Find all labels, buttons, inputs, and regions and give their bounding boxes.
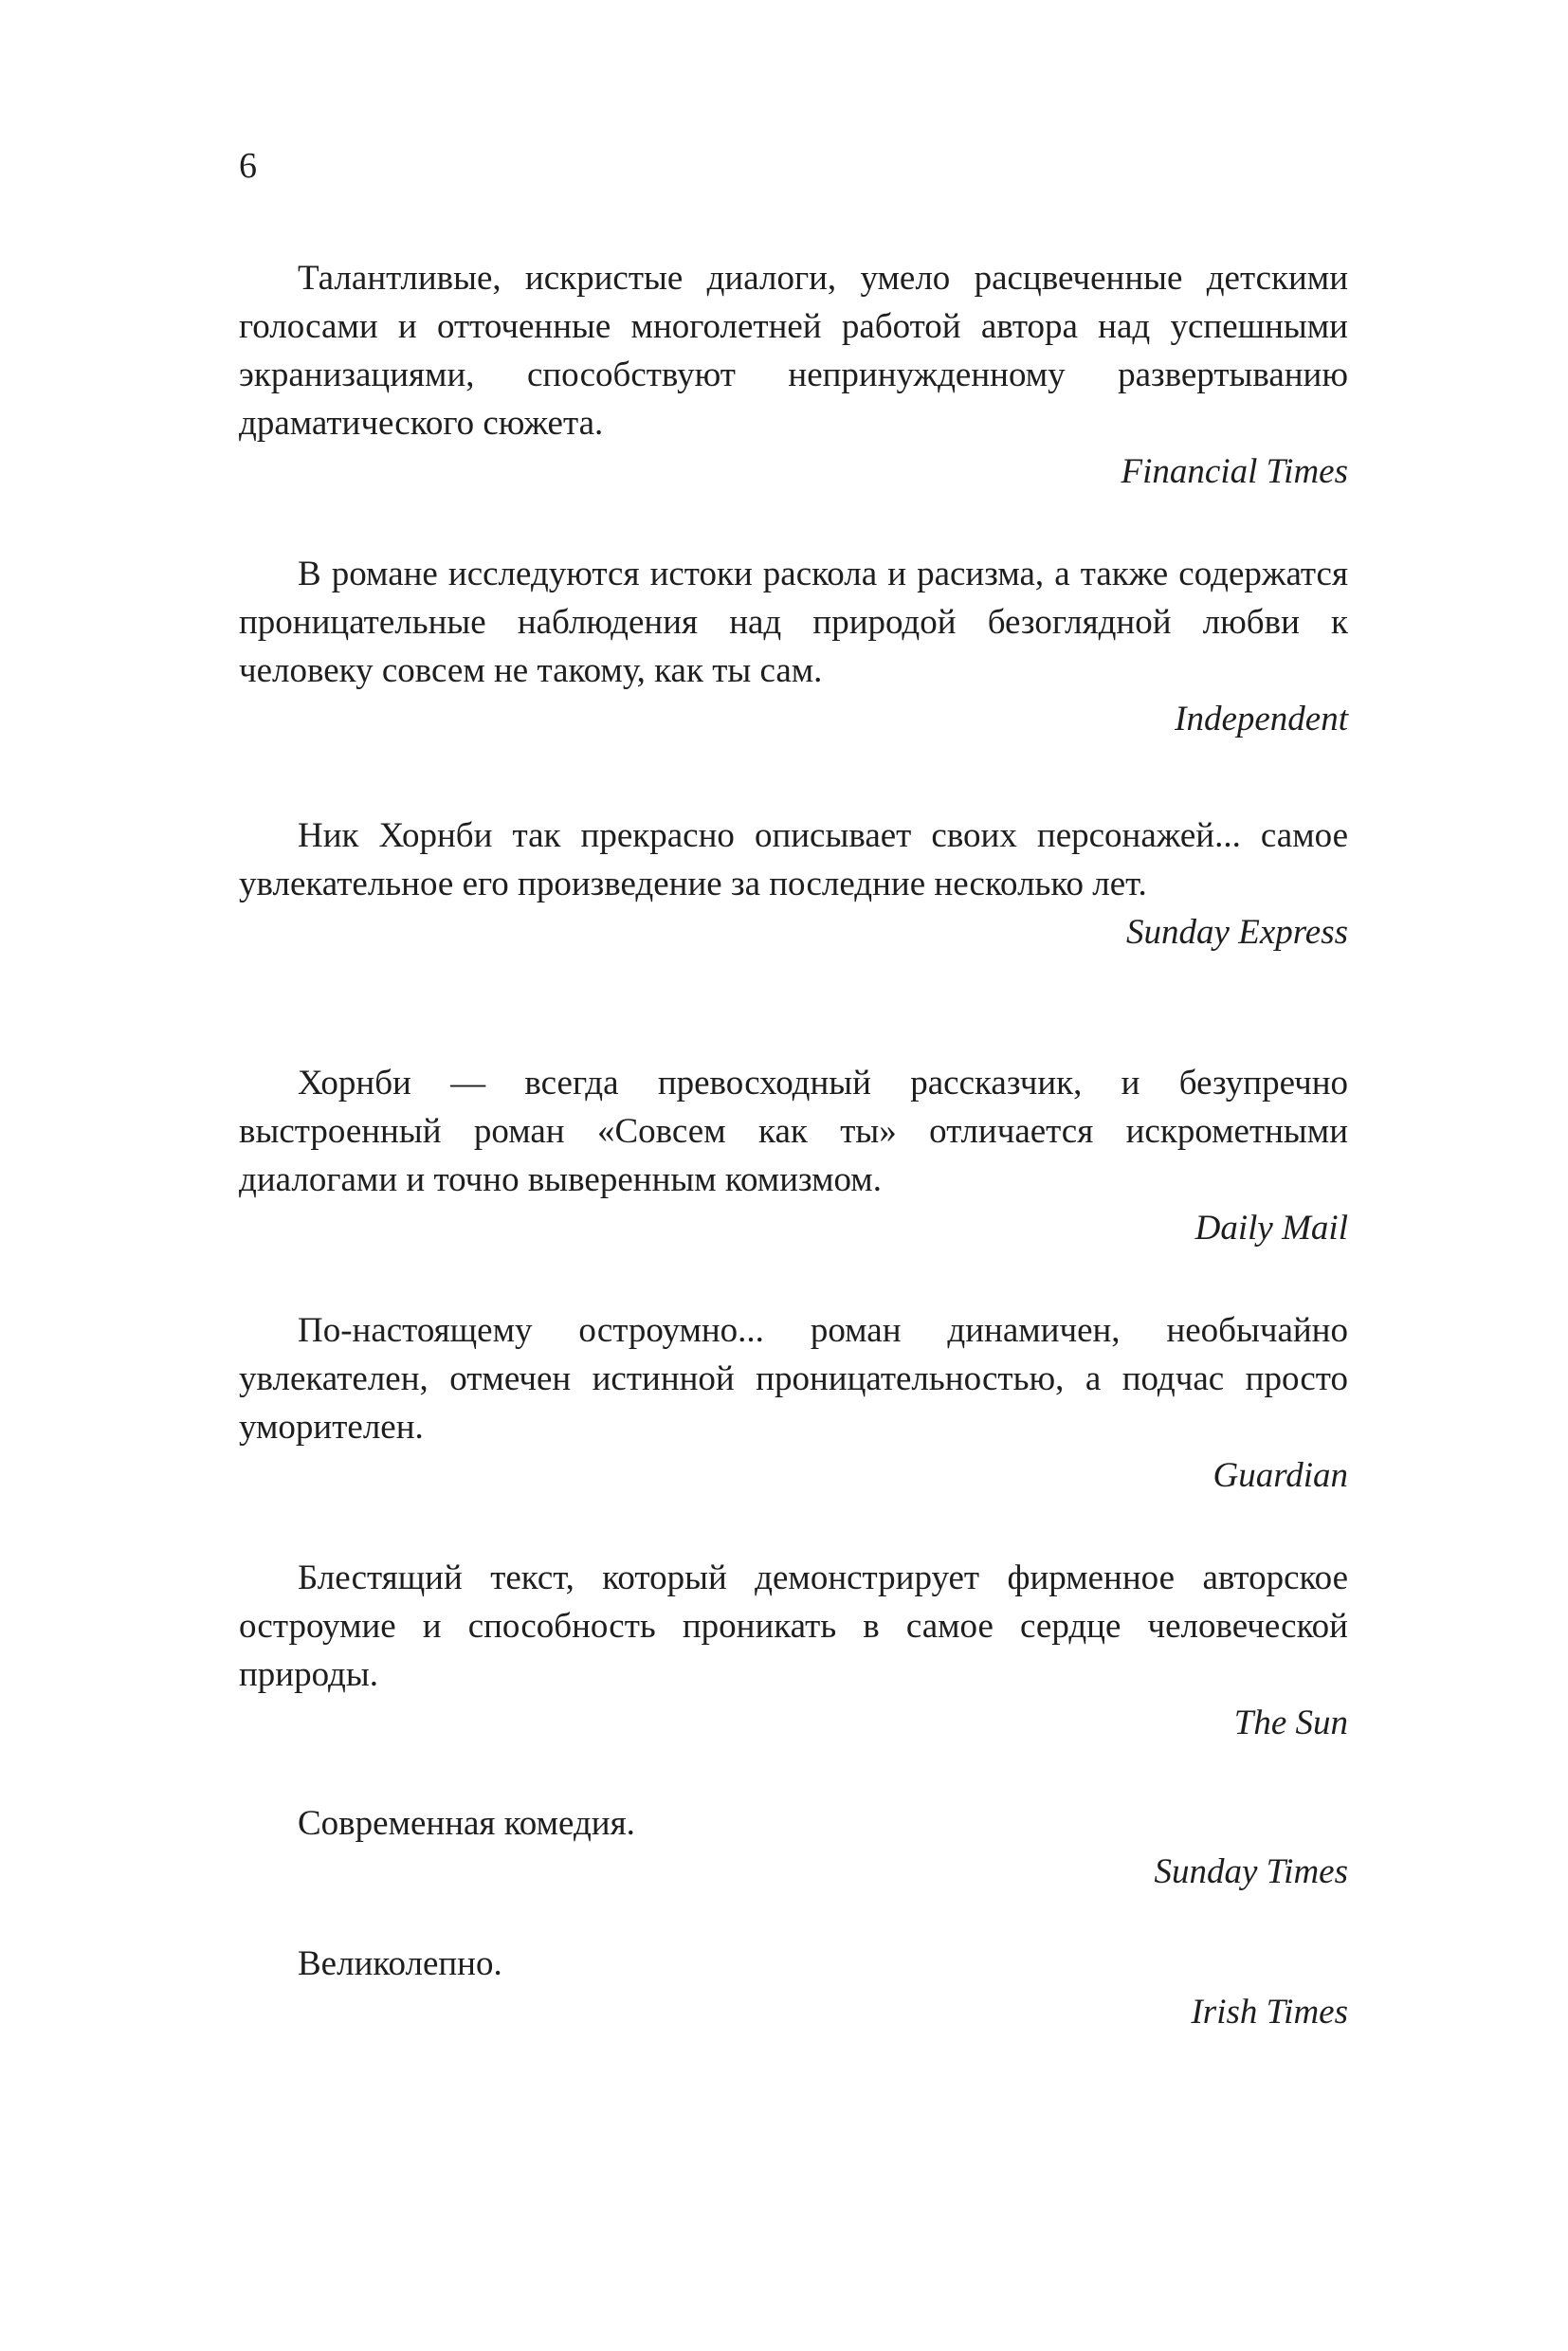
- page-number: 6: [239, 146, 257, 186]
- review-source: Sunday Express: [1126, 913, 1348, 952]
- review-source: The Sun: [1233, 1704, 1348, 1742]
- review-blurb: [239, 1306, 1348, 1500]
- review-source: Daily Mail: [1194, 1209, 1348, 1248]
- review-source: Independent: [1175, 700, 1348, 738]
- review-blurb: [239, 254, 1348, 496]
- review-blurb: [239, 1059, 1348, 1252]
- review-blurb: [239, 550, 1348, 743]
- review-quote: Талантливые, искристые диалоги, умело расцвеченные детскими голосами и отточенные многолетней работой автора над успешными экранизациями, способствуют непринужденному развертыванию драматического сюжета.: [239, 259, 1348, 443]
- review-blurb: [239, 811, 1348, 957]
- review-blurb: [239, 1554, 1348, 1747]
- review-blurb: [239, 1940, 1348, 2036]
- review-source: Financial Times: [1121, 452, 1348, 491]
- review-quote: По-настоящему остроумно... роман динамичен, необычайно увлекателен, отмечен истинной проницательностью, а подчас просто уморителен.: [239, 1311, 1348, 1447]
- review-quote: Блестящий текст, который демонстрирует фирменное авторское остроумие и способность проникать в самое сердце человеческой природы.: [239, 1558, 1348, 1694]
- review-source: Guardian: [1212, 1456, 1348, 1495]
- review-source: Sunday Times: [1154, 1852, 1348, 1891]
- review-quote: Великолепно.: [298, 1944, 502, 1983]
- review-source: Irish Times: [1191, 1993, 1348, 2032]
- review-blurb: [239, 1799, 1348, 1896]
- review-quote: В романе исследуются истоки раскола и расизма, а также содержатся проницательные наблюдения над природой безоглядной любви к человеку совсем не такому, как ты сам.: [239, 555, 1348, 690]
- review-quote: Ник Хорнби так прекрасно описывает своих персонажей... самое увлекательное его произведение за последние несколько лет.: [239, 816, 1348, 903]
- review-quote: Хорнби — всегда превосходный рассказчик, и безупречно выстроенный роман «Совсем как ты» отличается искрометными диалогами и точно выверенным комизмом.: [239, 1064, 1348, 1199]
- review-quote: Современная комедия.: [298, 1804, 635, 1843]
